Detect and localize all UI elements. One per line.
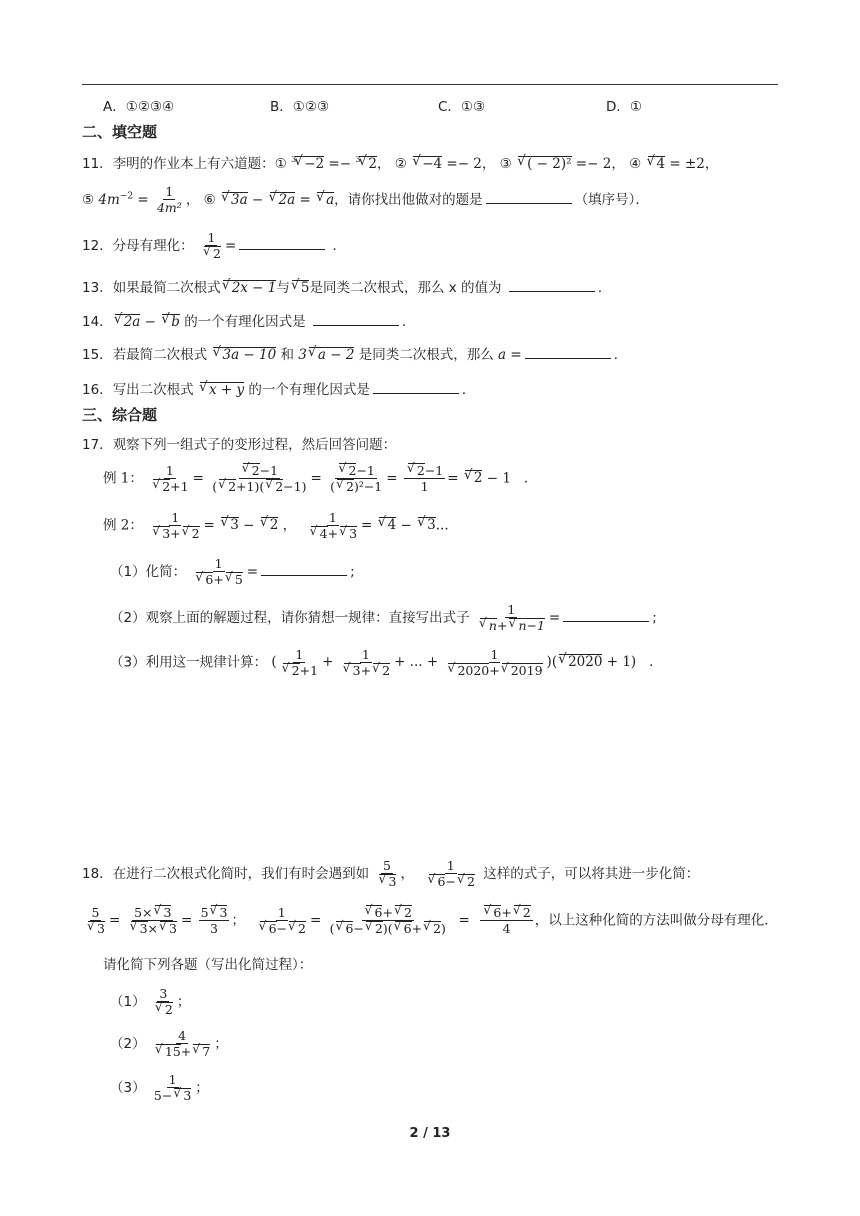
q11-tail: （填序号）． xyxy=(574,191,649,208)
choice-c: C．①③ xyxy=(438,99,486,115)
answer-blank[interactable] xyxy=(261,563,347,576)
q17-part-2: （2）观察上面的解题过程，请你猜想一规律：直接写出式子 1 √ n+√ n−1 = ; xyxy=(110,602,657,634)
q18-part-3: （3） $\frac{1}{5-√ 3}$ ； xyxy=(110,1072,209,1104)
example-2-label: 例 2： xyxy=(103,517,143,534)
q17-part-2-label: （2）观察上面的解题过程，请你猜想一规律：直接写出式子 xyxy=(110,609,470,626)
q17-text: 观察下列一组式子的变形过程，然后回答问题： xyxy=(112,437,397,453)
question-15: 15．若最简二次根式 √ 3a − 10 和 3√ a − 2 是同类二次根式，那么 a = ． xyxy=(82,343,627,363)
q16-text: 写出二次根式 xyxy=(112,382,194,398)
q18-part-2-label: （2） xyxy=(110,1035,146,1052)
q11-intro: 李明的作业本上有六道题： xyxy=(112,156,275,172)
q17-part-1-label: （1）化简： xyxy=(110,563,187,580)
q17-part-3-label: （3）利用这一规律计算： xyxy=(110,654,268,671)
question-18: 18．在进行二次根式化简时，我们有时会遇到如 5 √ 3 ， 1 √ 6−√ 2 这样的式子，可以将其进一步化简： xyxy=(82,858,699,890)
q15-tail: 是同类二次根式，那么 xyxy=(358,347,494,363)
q15-mid: 和 xyxy=(280,347,294,363)
question-16: 16．写出二次根式 √ x + y 的一个有理化因式是 ． xyxy=(82,378,475,398)
header-rule xyxy=(82,84,778,85)
answer-blank[interactable] xyxy=(373,381,459,394)
q17-part-3: （3）利用这一规律计算： ( 1 √ 2+1 + 1 √ 3+√ 2 + ... + 1 √ 2020+√ 2019 )(√ 2020 + 1) ． xyxy=(110,647,663,679)
question-13: 13．如果最简二次根式√ 2x − 1与√ 5是同类二次根式，那么 x 的值为 ． xyxy=(82,276,611,296)
answer-blank[interactable] xyxy=(313,313,399,326)
q18-part-1-label: （1） xyxy=(110,993,146,1010)
question-11-line2: ⑤ $4m^{-2}$ = $\frac{1}{\text{4m²}}$ ， ⑥ √ 3a − √ 2a = √ a，请你找出他做对的题是 （填序号）． xyxy=(82,184,649,216)
question-18-line2: 5 √ 3 = 5×√ 3 √ 3×√ 3 = $\frac{5√ 3}{3}$ ； 1 √ 6−√ 2 = √ $\frac{6+√ 2}{(√ 6-√ 2)(√ 6+√ 2)}$ = √ $\frac{6+√ 2}{4}$ ，以上这种化简的方法叫做分母有理化． xyxy=(82,905,778,937)
q18-line2-tail: ，以上这种化简的方法叫做分母有理化． xyxy=(534,912,778,929)
question-12: 12．分母有理化： 1 √ 2 = ． xyxy=(82,230,346,262)
answer-blank[interactable] xyxy=(486,191,572,204)
answer-blank[interactable] xyxy=(509,279,595,292)
q13-tail: 是同类二次根式，那么 x 的值为 xyxy=(309,280,502,296)
q18-part-1: （1） 3 √ 2 ； xyxy=(110,986,190,1018)
q11-ask: ，请你找出他做对的题是 xyxy=(334,191,483,208)
section-3-heading: 三、综合题 xyxy=(82,406,158,424)
choice-b: B．①②③ xyxy=(270,99,330,115)
q18-text: 在进行二次根式化简时，我们有时会遇到如 xyxy=(112,865,370,882)
page-number: 2 / 13 xyxy=(409,1126,451,1141)
example-1-label: 例 1： xyxy=(103,470,143,487)
q16-number: 16． xyxy=(82,382,113,398)
q12-number: 12． xyxy=(82,237,113,254)
q15-text: 若最简二次根式 xyxy=(112,347,208,363)
answer-blank[interactable] xyxy=(563,609,649,622)
choice-d: D．① xyxy=(606,99,642,115)
choice-a: A．①②③④ xyxy=(103,99,175,115)
example-2: 例 2： 1 √ 3+√ 2 = √ 3 − √ 2 ， 1 √ 4+√ 3 = √ 4 − √ 3... xyxy=(103,510,449,542)
answer-blank[interactable] xyxy=(525,346,611,359)
q13-text: 如果最简二次根式 xyxy=(112,280,221,296)
q14-tail: 的一个有理化因式是 xyxy=(184,314,306,330)
q14-number: 14． xyxy=(82,314,113,330)
question-14: 14．√ 2a − √ b 的一个有理化因式是 ． xyxy=(82,310,415,330)
question-11: 11．李明的作业本上有六道题：① $^3$√ −2 =− $^3$√ 2， ② √ −4 =− 2， ③ √ ( − 2)² =− 2， ④ √ 4 = ±2， xyxy=(82,152,718,172)
answer-blank[interactable] xyxy=(239,237,325,250)
q18-number: 18． xyxy=(82,865,113,882)
section-2-heading: 二、填空题 xyxy=(82,123,158,141)
q13-number: 13． xyxy=(82,280,113,296)
q17-part-1: （1）化简： 1 √ 6+√ 5 = ; xyxy=(110,556,355,588)
q18-mid: 这样的式子，可以将其进一步化简： xyxy=(483,865,700,882)
q15-number: 15． xyxy=(82,347,113,363)
q12-text: 分母有理化： xyxy=(112,237,194,254)
example-1: 例 1： 1 √ 2+1 = √ $\frac{2-1}{(√ 2+1)(√ 2-1)}$ = √ $\frac{2-1}{\text{(√ 2)²−1}}$ = √ $\frac{2-1}{1}$ = √ 2 − 1 ． xyxy=(103,463,537,495)
fraction: 1 √ 2 xyxy=(200,230,223,262)
q16-tail: 的一个有理化因式是 xyxy=(248,382,370,398)
q17-number: 17． xyxy=(82,437,113,453)
q13-mid: 与 xyxy=(276,280,290,296)
q18-ask: 请化简下列各题（写出化简过程）： xyxy=(103,957,313,973)
q11-number: 11． xyxy=(82,156,113,172)
q18-part-2: （2） 4 √ 15+√ 7 ； xyxy=(110,1028,228,1060)
q18-part-3-label: （3） xyxy=(110,1079,146,1096)
question-17 xyxy=(82,433,396,453)
fraction: $\frac{1}{\text{4m²}}$ xyxy=(156,184,182,215)
